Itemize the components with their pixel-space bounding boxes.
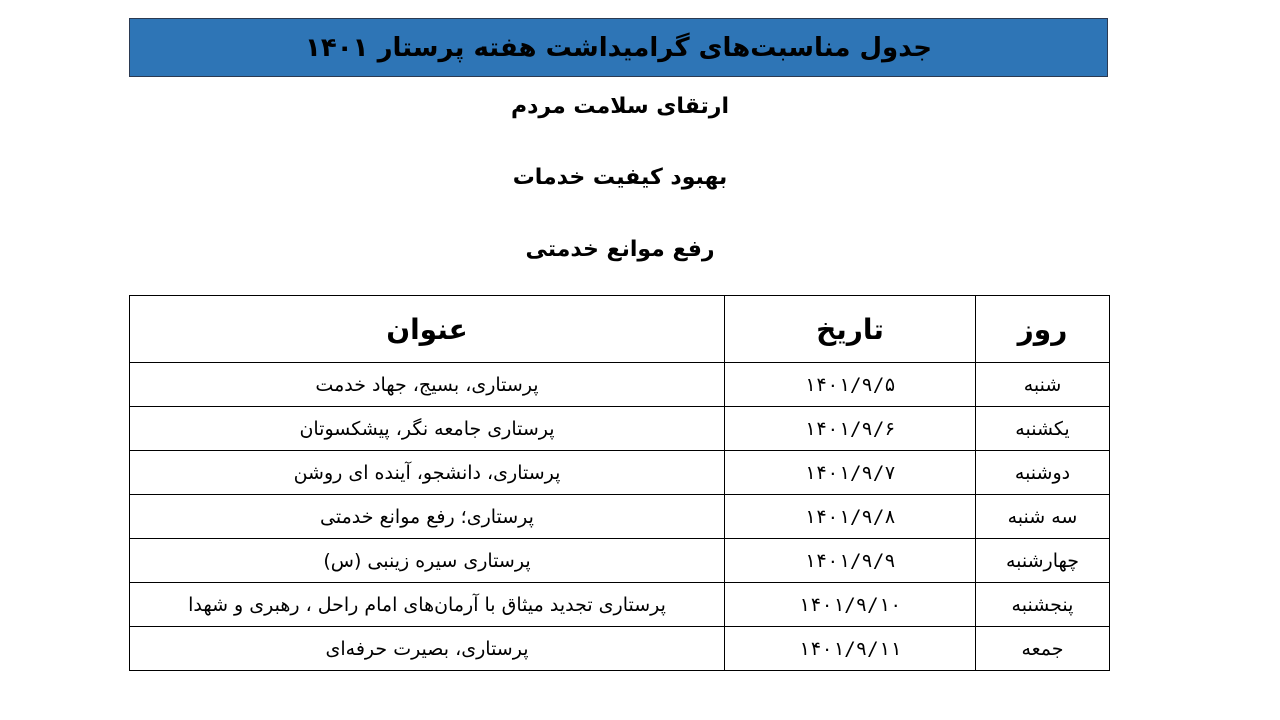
table-row <box>130 495 1110 539</box>
row-date: ۱۴۰۱/۹/۶ <box>725 407 976 451</box>
subtitle-public-health: ارتقای سلامت مردم <box>510 94 729 119</box>
page-title-bar <box>129 18 1108 77</box>
subtitle-service-quality: بهبود کیفیت خدمات <box>512 165 728 190</box>
row-date: ۱۴۰۱/۹/۸ <box>725 495 976 539</box>
row-day: یکشنبه <box>976 407 1110 451</box>
table-row <box>130 583 1110 627</box>
row-day: دوشنبه <box>976 451 1110 495</box>
row-day: جمعه <box>976 627 1110 671</box>
row-date: ۱۴۰۱/۹/۹ <box>725 539 976 583</box>
row-date: ۱۴۰۱/۹/۷ <box>725 451 976 495</box>
table-row <box>130 627 1110 671</box>
column-header-title: عنوان <box>130 296 725 363</box>
table-row <box>130 363 1110 407</box>
row-date: ۱۴۰۱/۹/۱۱ <box>725 627 976 671</box>
page-title: جدول مناسبت‌های گرامیداشت هفته پرستار ۱۴۰۱ <box>305 32 932 63</box>
row-date: ۱۴۰۱/۹/۱۰ <box>725 583 976 627</box>
table-row <box>130 539 1110 583</box>
row-date: ۱۴۰۱/۹/۵ <box>725 363 976 407</box>
row-title: پرستاری؛ رفع موانع خدمتی <box>130 495 725 539</box>
table-row <box>130 407 1110 451</box>
row-day: چهارشنبه <box>976 539 1110 583</box>
row-title: پرستاری جامعه نگر، پیشکسوتان <box>130 407 725 451</box>
table-row <box>130 451 1110 495</box>
row-title: پرستاری، بصیرت حرفه‌ای <box>130 627 725 671</box>
table-header-row <box>130 296 1110 363</box>
row-day: شنبه <box>976 363 1110 407</box>
row-day: سه شنبه <box>976 495 1110 539</box>
row-title: پرستاری، بسیج، جهاد خدمت <box>130 363 725 407</box>
row-title: پرستاری، دانشجو، آینده ای روشن <box>130 451 725 495</box>
column-header-day: روز <box>976 296 1110 363</box>
row-title: پرستاری تجدید میثاق با آرمان‌های امام راحل ، رهبری و شهدا <box>130 583 725 627</box>
schedule-table <box>129 295 1110 671</box>
row-day: پنجشنبه <box>976 583 1110 627</box>
row-title: پرستاری سیره زینبی (س) <box>130 539 725 583</box>
column-header-date: تاریخ <box>725 296 976 363</box>
subtitle-remove-obstacles: رفع موانع خدمتی <box>525 237 715 262</box>
